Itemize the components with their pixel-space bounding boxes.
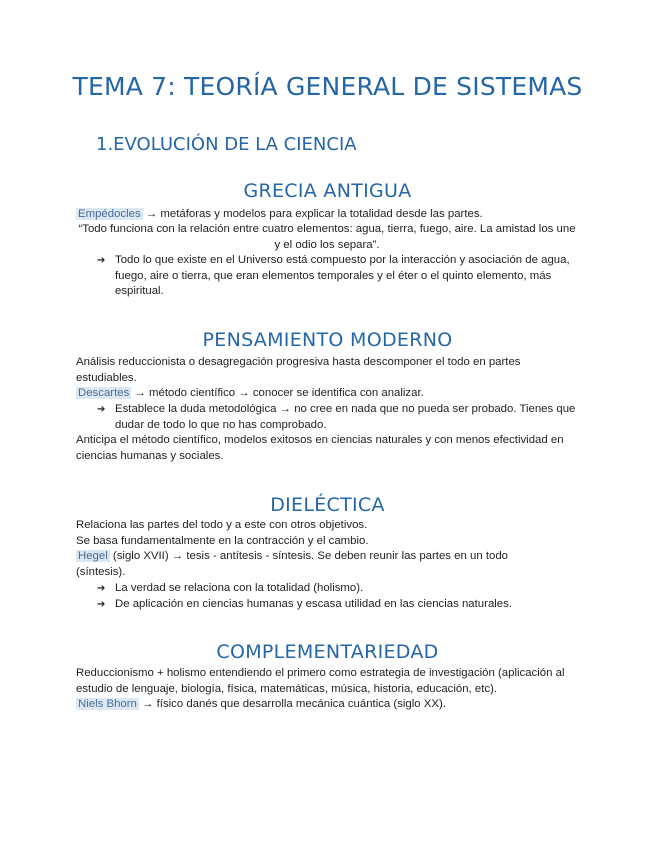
section-heading: 1.EVOLUCIÓN DE LA CIENCIA	[96, 134, 357, 155]
dialectica-bullet-1-text: La verdad se relaciona con la totalidad (holismo).	[115, 582, 364, 594]
complementariedad-p1: Reduccionismo + holismo entendiendo el primero como estrategia de investigación (aplicación al estudio de lenguaje, biología, física, matemáticas, música, historia, educación, etc).	[76, 667, 565, 695]
moderno-bullet-text: Establece la duda metodológica → no cree en nada que no pueda ser probado. Tienes que dudar de todo lo que no has comprobado.	[115, 403, 576, 431]
moderno-p1: Análisis reduccionista o desagregación progresiva hasta descomponer el todo en partes estudiables.	[76, 356, 521, 384]
dialectica-p1: Relaciona las partes del todo y a este con otros objetivos.	[76, 519, 368, 531]
dialectica-line-text: (siglo XVII) → tesis - antítesis - síntesis. Se deben reunir las partes en un todo (síntesis).	[76, 550, 508, 578]
grecia-line-text: → metáforas y modelos para explicar la totalidad desde las partes.	[142, 208, 483, 220]
moderno-line-text: → método científico → conocer se identifica con analizar.	[131, 387, 424, 399]
term-descartes: Descartes	[78, 387, 130, 399]
arrow-bullet-icon: ➔	[97, 404, 106, 415]
moderno-descartes-line	[76, 386, 576, 402]
arrow-bullet-icon: ➔	[97, 599, 106, 610]
grecia-quote: “Todo funciona con la relación entre cuatro elementos: agua, tierra, fuego, aire. La amistad los une y el odio los separa”.	[78, 223, 576, 251]
heading-pensamiento-moderno: PENSAMIENTO MODERNO	[202, 329, 453, 351]
complementariedad-line-text: → físico danés que desarrolla mecánica cuántica (siglo XX).	[138, 698, 446, 710]
heading-dialectica: DIELÉCTICA	[270, 494, 385, 516]
grecia-bullet-text: Todo lo que existe en el Universo está compuesto por la interacción y asociación de agua, fuego, aire o tierra, que eran elementos temporales y el éter o el quinto elemento, más espiritual.	[115, 254, 570, 298]
term-hegel: Hegel	[78, 550, 108, 562]
grecia-line	[76, 207, 576, 223]
dialectica-p2: Se basa fundamentalmente en la contracción y el cambio.	[76, 535, 369, 547]
arrow-bullet-icon: ➔	[97, 255, 106, 266]
page-title: TEMA 7: TEORÍA GENERAL DE SISTEMAS	[72, 72, 583, 101]
term-empedocles: Empédocles	[78, 208, 141, 220]
moderno-p2: Anticipa el método científico, modelos exitosos en ciencias naturales y con menos efectividad en ciencias humanas y sociales.	[76, 434, 564, 462]
heading-complementariedad: COMPLEMENTARIEDAD	[216, 641, 439, 663]
dialectica-bullet-2-text: De aplicación en ciencias humanas y escasa utilidad en las ciencias naturales.	[115, 598, 512, 610]
heading-grecia-antigua: GRECIA ANTIGUA	[243, 180, 412, 202]
complementariedad-bhorn-line	[76, 697, 576, 713]
term-niels-bhorn: Niels Bhorn	[78, 698, 137, 710]
arrow-bullet-icon: ➔	[97, 583, 106, 594]
dialectica-hegel-line	[76, 549, 546, 580]
